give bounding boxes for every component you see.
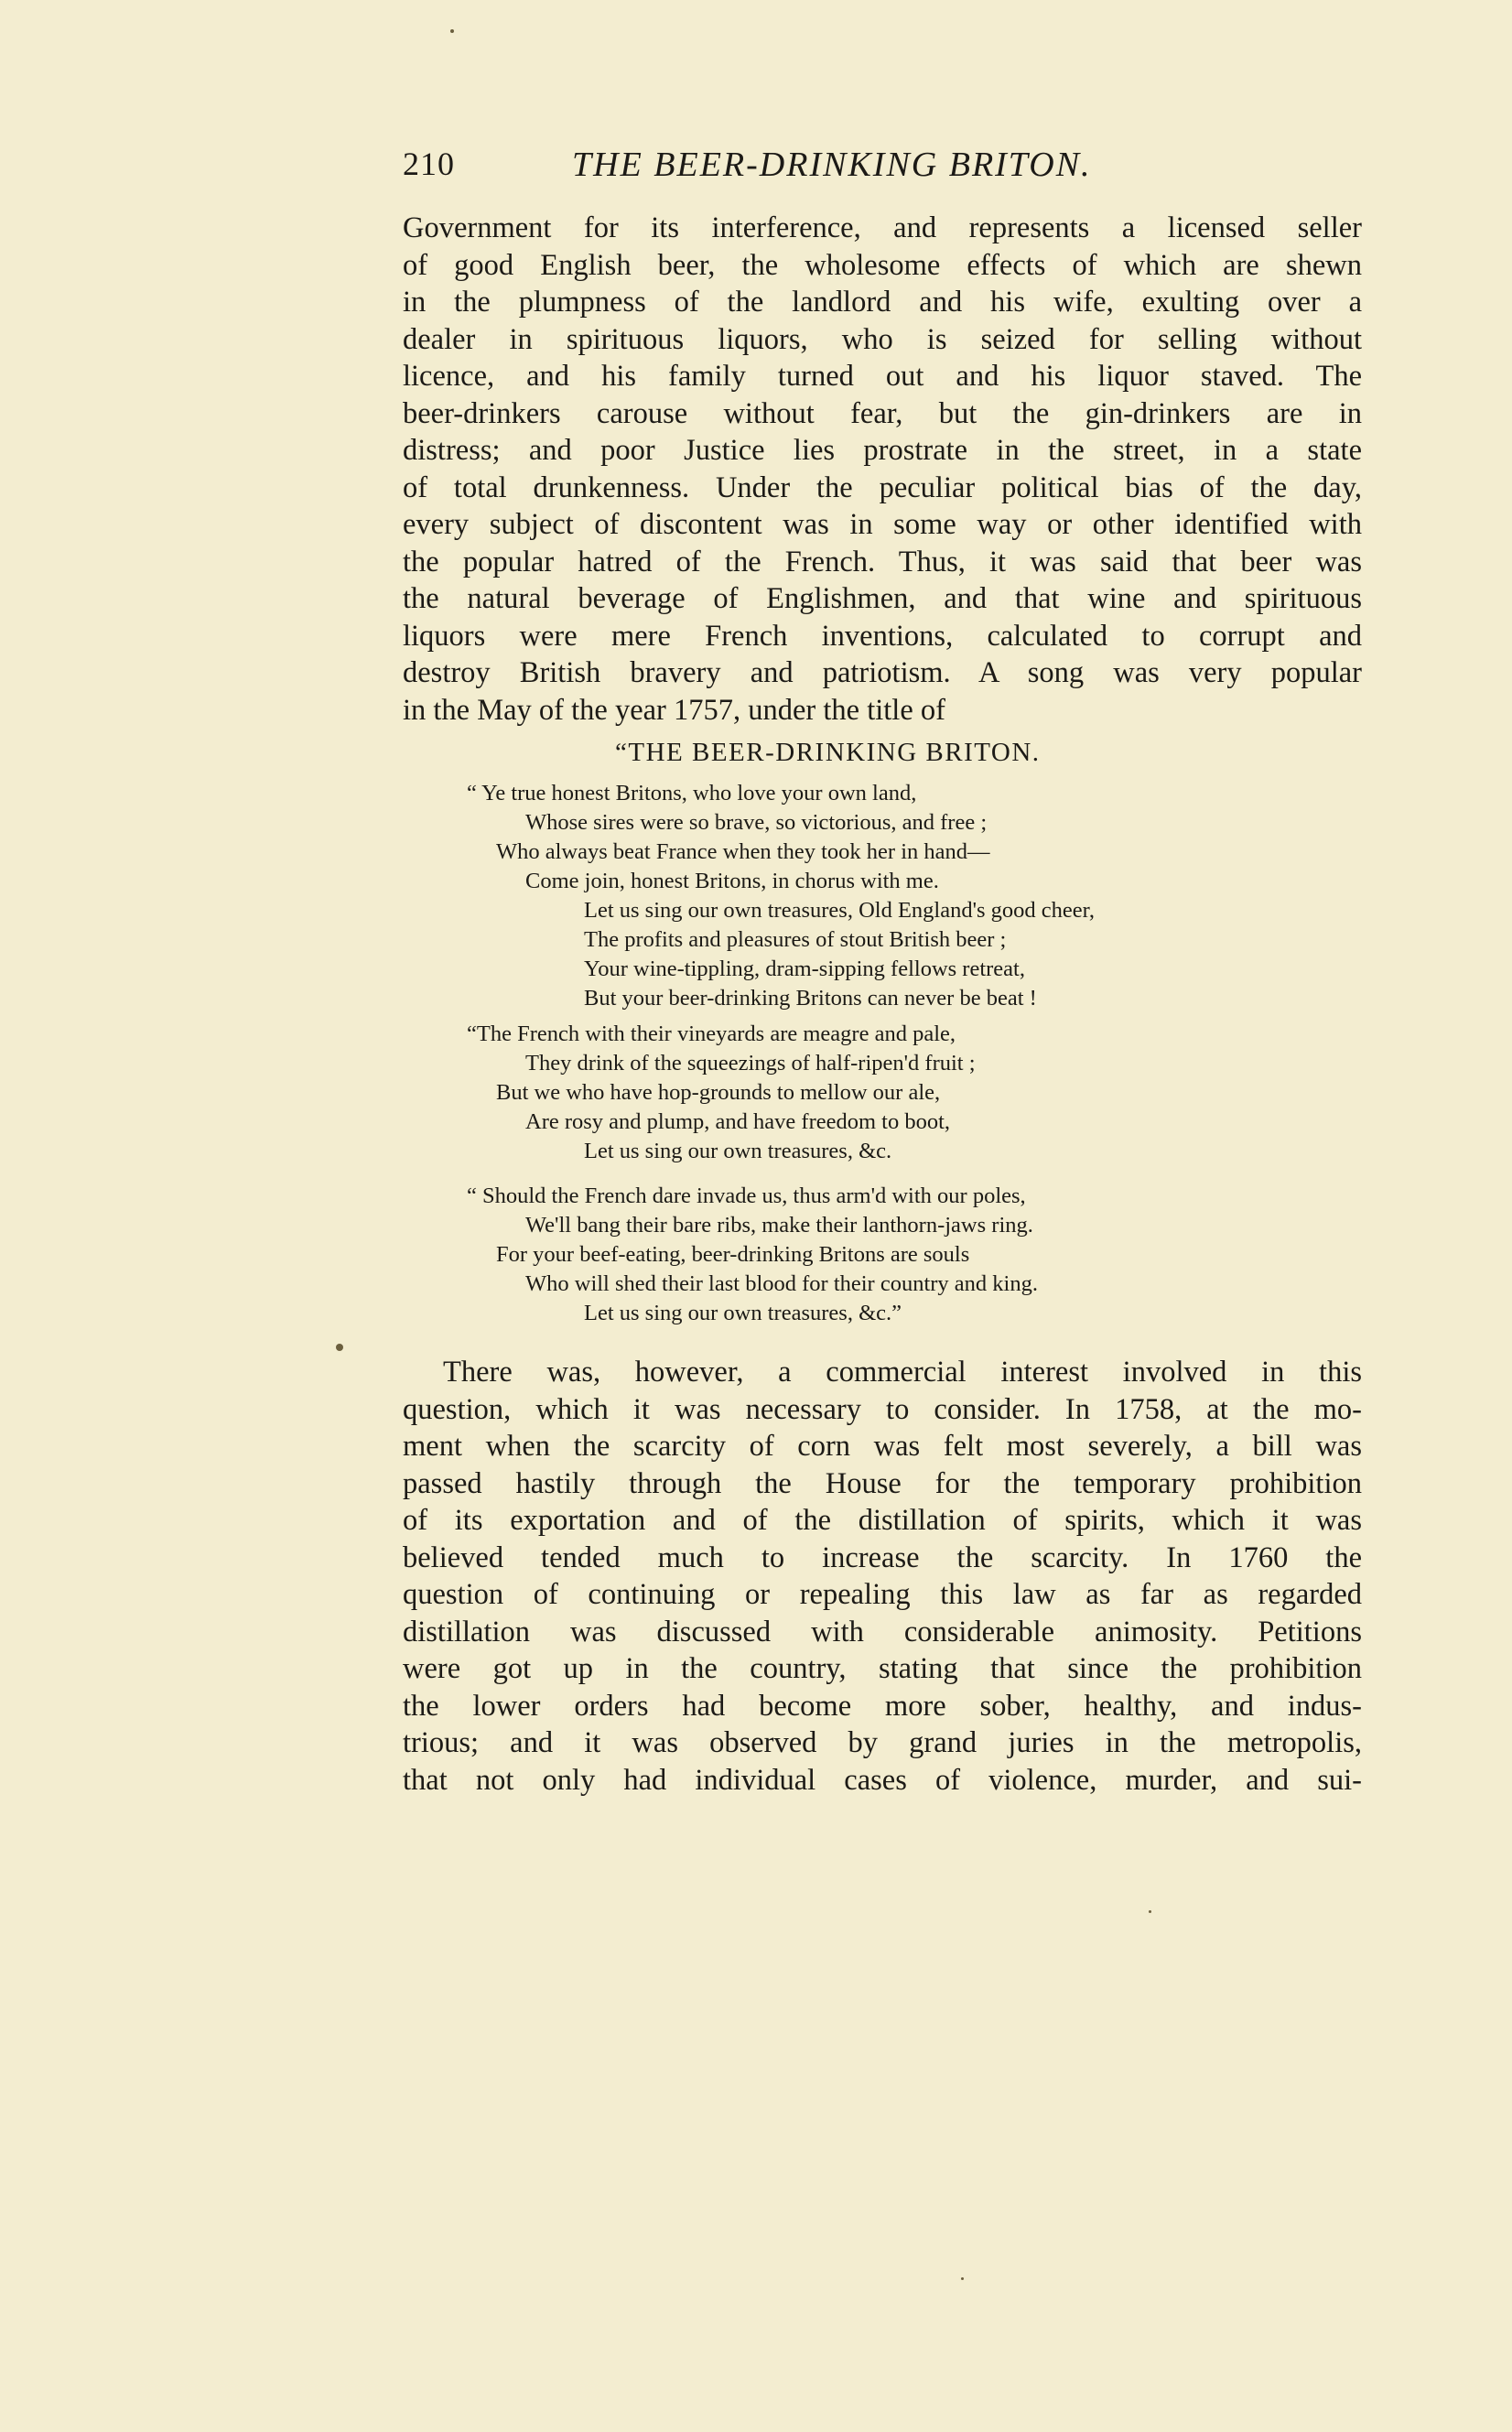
paragraph-2: [403, 1354, 1362, 1799]
song-verse-1: [467, 779, 1364, 1013]
text-line: beer-drinkers carouse without fear, but the gin-drinkers are in: [403, 396, 1362, 430]
text-line: the natural beverage of Englishmen, and that wine and spirituous: [403, 582, 1362, 615]
text-line: ment when the scarcity of corn was felt most severely, a bill was: [403, 1430, 1362, 1463]
text-line: of total drunkenness. Under the peculiar political bias of the day,: [403, 470, 1362, 504]
song-verse-3: [467, 1182, 1364, 1328]
paper-speck: [1149, 1910, 1151, 1913]
text-line: dealer in spirituous liquors, who is seized for selling without: [403, 322, 1362, 356]
text-line: There was, however, a commercial interest involved in this: [443, 1356, 1362, 1389]
text-line: the popular hatred of the French. Thus, it was said that beer was: [403, 545, 1362, 578]
song-title: “THE BEER-DRINKING BRITON.: [615, 738, 1041, 767]
text-line: destroy British bravery and patriotism. A song was very popular: [403, 656, 1362, 689]
text-line: in the plumpness of the landlord and his wife, exulting over a: [403, 286, 1362, 319]
page-number: 210: [403, 146, 455, 182]
text-line: that not only had individual cases of violence, murder, and sui-: [403, 1763, 1362, 1797]
text-line: of its exportation and of the distillation of spirits, which it was: [403, 1504, 1362, 1537]
verse-line: Let us sing our own treasures, &c.: [584, 1139, 892, 1163]
verse-line: But your beer-drinking Britons can never be beat !: [584, 986, 1037, 1011]
text-line: every subject of discontent was in some way or other identified with: [403, 508, 1362, 541]
text-line: trious; and it was observed by grand juries in the metropolis,: [403, 1726, 1362, 1759]
verse-line: For your beef-eating, beer-drinking Britons are souls: [496, 1242, 970, 1267]
paper-speck: [336, 1344, 343, 1351]
verse-line: We'll bang their bare ribs, make their lanthorn-jaws ring.: [525, 1213, 1033, 1238]
paper-speck: [450, 29, 454, 33]
verse-line: Come join, honest Britons, in chorus with me.: [525, 869, 939, 893]
verse-line: The profits and pleasures of stout British beer ;: [584, 927, 1007, 952]
paper-speck: [961, 2277, 964, 2280]
text-line: question of continuing or repealing this law as far as regarded: [403, 1578, 1362, 1611]
text-line: licence, and his family turned out and his liquor staved. The: [403, 360, 1362, 393]
text-line: distress; and poor Justice lies prostrate in the street, in a state: [403, 434, 1362, 467]
text-line: believed tended much to increase the scarcity. In 1760 the: [403, 1540, 1362, 1574]
paragraph-1: [403, 210, 1362, 729]
text-line: were got up in the country, stating that since the prohibition: [403, 1652, 1362, 1685]
text-line: passed hastily through the House for the temporary prohibition: [403, 1466, 1362, 1500]
verse-line: Let us sing our own treasures, &c.”: [584, 1301, 902, 1325]
text-line: the lower orders had become more sober, healthy, and indus-: [403, 1689, 1362, 1723]
verse-line: “The French with their vineyards are meagre and pale,: [467, 1021, 956, 1046]
text-line: liquors were mere French inventions, calculated to corrupt and: [403, 619, 1362, 653]
verse-line: Your wine-tippling, dram-sipping fellows retreat,: [584, 957, 1025, 981]
verse-line: “ Ye true honest Britons, who love your own land,: [467, 781, 917, 805]
verse-line: Let us sing our own treasures, Old England's good cheer,: [584, 898, 1095, 923]
verse-line: Are rosy and plump, and have freedom to boot,: [525, 1109, 951, 1134]
running-title: THE BEER-DRINKING BRITON.: [572, 146, 1092, 184]
verse-line: “ Should the French dare invade us, thus arm'd with our poles,: [467, 1184, 1026, 1208]
verse-line: They drink of the squeezings of half-ripen'd fruit ;: [525, 1051, 976, 1075]
text-line: Government for its interference, and represents a licensed seller: [403, 211, 1362, 244]
text-line: of good English beer, the wholesome effects of which are shewn: [403, 248, 1362, 282]
verse-line: But we who have hop-grounds to mellow our ale,: [496, 1080, 941, 1105]
text-line: distillation was discussed with considerable animosity. Petitions: [403, 1615, 1362, 1648]
song-verse-2: [467, 1020, 1364, 1166]
verse-line: Who will shed their last blood for their country and king.: [525, 1271, 1038, 1296]
text-line: in the May of the year 1757, under the title of: [403, 693, 945, 727]
text-line: question, which it was necessary to consider. In 1758, at the mo-: [403, 1392, 1362, 1426]
verse-line: Who always beat France when they took her in hand—: [496, 839, 990, 864]
page-header: [403, 145, 1364, 190]
verse-line: Whose sires were so brave, so victorious, and free ;: [525, 810, 988, 835]
